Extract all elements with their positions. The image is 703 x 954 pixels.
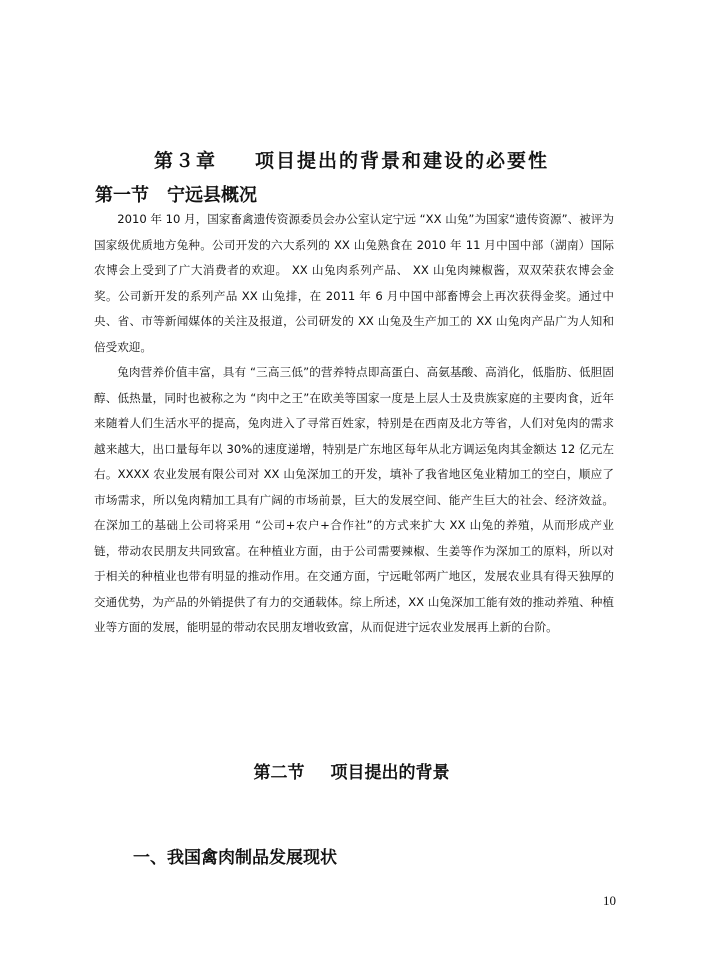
paragraph-2: 兔肉营养价值丰富，具有 “三高三低”的营养特点即高蛋白、高氨基酸、高消化，低脂肪、低胆固醇、低热量，同时也被称之为 “肉中之王”在欧美等国家一度是上层人士及贵族家庭的主要肉食，近年来随着人们生活水平的提高，兔肉进入了寻常百姓家，特别是在西南及北方等省，人们对兔肉的需求越来越大，出口量每年以 30%的速度递增，特别是广东地区每年从北方调运兔肉其金额达 12 亿元左右。XXXX 农业发展有限公司对 XX 山兔深加工的开发，填补了我省地区兔业精加工的空白，顺应了市场需求，所以兔肉精加工具有广阔的市场前景，巨大的发展空间、能产生巨大的社会、经济效益。在深加工的基础上公司将采用 “公司+农户+合作社”的方式来扩大 XX 山兔的养殖，从而形成产业链，带动农民朋友共同致富。在种植业方面，由于公司需要辣椒、生姜等作为深加工的原料，所以对于相关的种植业也带有明显的推动作用。在交通方面，宁远毗邻两广地区，发展农业具有得天独厚的交通优势，为产品的外销提供了有力的交通载体。综上所述，XX 山兔深加工能有效的推动养殖、种植业等方面的发展，能明显的带动农民朋友增收致富，从而促进宁远农业发展再上新的台阶。 (94, 365, 614, 634)
section-title-1 (95, 181, 257, 207)
page-number: 10 (603, 893, 616, 908)
section-2-number: 第二节 (253, 763, 305, 783)
body-text (94, 207, 614, 641)
section-title-2 (0, 758, 703, 783)
section-1-heading: 宁远县概况 (167, 185, 257, 206)
section-1-number: 第一节 (95, 185, 149, 206)
subsection-title: 一、我国禽肉制品发展现状 (133, 848, 337, 868)
section-2-heading: 项目提出的背景 (330, 763, 450, 783)
chapter-number: 第３章 (153, 150, 217, 172)
chapter-title (0, 146, 703, 173)
paragraph-1: 2010 年 10 月，国家畜禽遗传资源委员会办公室认定宁远 “XX 山兔”为国家“遗传资源”、被评为国家级优质地方兔种。公司开发的六大系列的 XX 山兔熟食在 2010 年 11 月中国中部（湖南）国际农博会上受到了广大消费者的欢迎。 XX 山兔肉系列产品、 XX 山兔肉辣椒酱，双双荣获农博会金奖。公司新开发的系列产品 XX 山兔排，在 2011 年 6 月中国中部畜博会上再次获得金奖。通过中央、省、市等新闻媒体的关注及报道，公司研发的 XX 山兔及生产加工的 XX 山兔肉产品广为人知和倍受欢迎。 (94, 212, 614, 354)
chapter-heading: 项目提出的背景和建设的必要性 (255, 150, 550, 172)
